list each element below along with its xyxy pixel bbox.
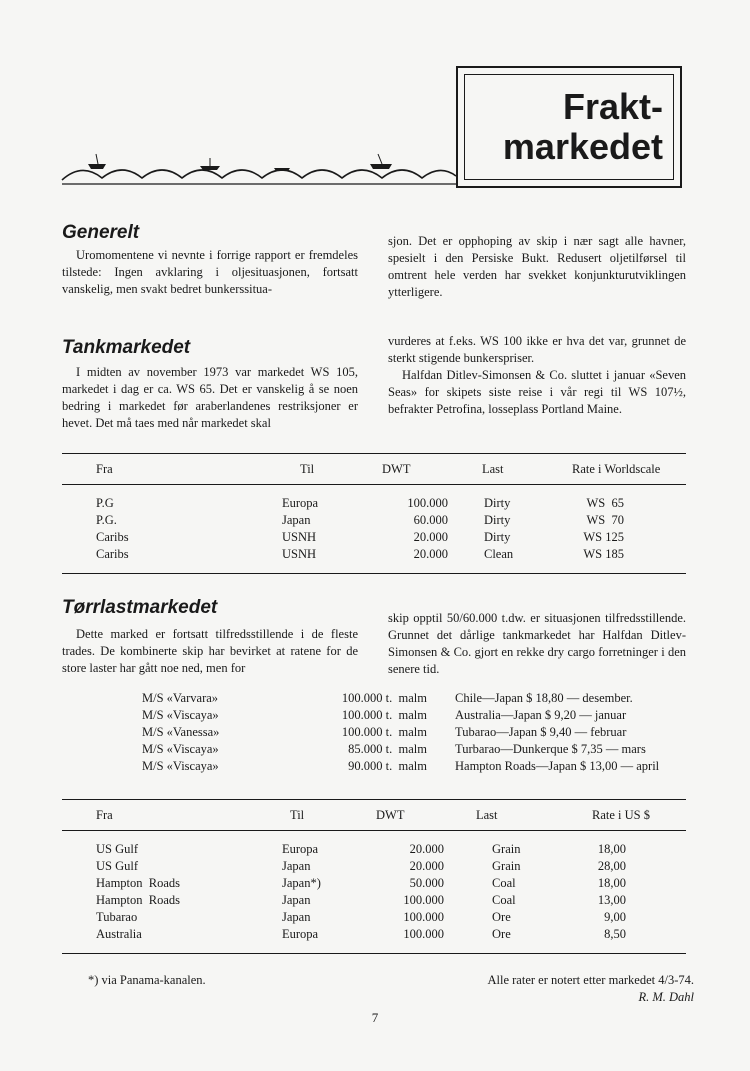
tank-cell-dwt: 20.000 [413,530,448,544]
tank-cell-last: Dirty [484,496,511,510]
tank-cell-fra: P.G [96,496,114,510]
tankmarkedet-text-right-2: Halfdan Ditlev-Simonsen & Co. sluttet i januar «Seven Seas» for skipets siste reise i vår regi til WS 107½, befrakter Petrofina, losseplass Portland Maine. [388,368,686,416]
fixture-route: Turbarao—Dunkerque $ 7,35 — mars [455,742,646,756]
list-item [142,707,687,724]
fixtures-list [142,690,687,775]
dry-header-rate: Rate i US $ [592,808,650,822]
dry-cell-last: Ore [492,910,511,924]
list-item [142,758,687,775]
dry-cell-til: Japan [282,893,311,907]
fixture-route: Chile—Japan $ 18,80 — desember. [455,691,633,705]
fixture-route: Australia—Japan $ 9,20 — januar [455,708,627,722]
title-box [456,66,682,188]
dry-cell-fra: Tubarao [96,910,138,924]
table-row [62,512,686,529]
author: R. M. Dahl [638,990,694,1004]
dry-cell-rate: 13,00 [597,893,626,907]
dry-cell-til: Japan [282,859,311,873]
dry-header-til: Til [290,808,305,822]
dry-cell-rate: 28,00 [597,859,626,873]
fixture-ship: M/S «Viscaya» [142,708,219,722]
title-inner-frame [464,74,674,180]
torrlast-text-left: Dette marked er fortsatt tilfredsstillende i de fleste trades. De kombinerte skip har bevirket at ratene for de store laster har gått noe ned, men for [62,627,358,675]
fixture-ship: M/S «Varvara» [142,691,219,705]
tank-table-top-rule [62,453,686,454]
tank-table [62,495,686,563]
tank-cell-til: USNH [282,530,317,544]
tank-cell-til: Europa [282,496,319,510]
fixture-cargo: 85.000 t. malm [348,742,427,756]
dry-cell-last: Grain [492,842,521,856]
dry-table-mid-rule [62,830,686,831]
dry-cell-rate: 8,50 [604,927,626,941]
dry-cell-til: Japan [282,910,311,924]
fixture-cargo: 100.000 t. malm [341,691,427,705]
dry-table-bottom-rule [62,953,686,954]
dry-cell-dwt: 20.000 [409,859,444,873]
tank-header-fra: Fra [96,462,113,476]
rates-note: Alle rater er notert etter markedet 4/3-74. [487,973,694,987]
table-row [62,909,686,926]
table-row [62,926,686,943]
fixture-ship: M/S «Viscaya» [142,759,219,773]
dry-cell-fra: Hampton Roads [96,893,181,907]
dry-header-last: Last [476,808,498,822]
wave-illustration [60,150,460,188]
fixture-route: Hampton Roads—Japan $ 13,00 — april [455,759,660,773]
dry-cell-rate: 9,00 [604,910,626,924]
list-item [142,741,687,758]
fixture-ship: M/S «Vanessa» [142,725,220,739]
dry-cell-dwt: 50.000 [409,876,444,890]
heading-generelt: Generelt [62,222,140,243]
heading-torrlastmarkedet: Tørrlastmarkedet [62,597,218,618]
tank-cell-fra: Caribs [96,530,129,544]
dry-cell-last: Ore [492,927,511,941]
tank-cell-til: USNH [282,547,317,561]
tank-cell-fra: Caribs [96,547,129,561]
dry-cell-til: Europa [282,927,319,941]
dry-table [62,841,686,943]
dry-cell-rate: 18,00 [597,842,626,856]
table-row [62,858,686,875]
generelt-text-left: Uromomentene vi nevnte i forrige rapport er fremdeles tilstede: Ingen avklaring i oljesituasjonen, fortsatt vanskelig, men svakt bedret bunkerssitua- [62,248,358,296]
dry-cell-rate: 18,00 [597,876,626,890]
tank-header-dwt: DWT [382,462,411,476]
fixture-cargo: 100.000 t. malm [341,708,427,722]
tank-cell-dwt: 20.000 [413,547,448,561]
dry-cell-last: Grain [492,859,521,873]
tank-cell-dwt: 100.000 [407,496,448,510]
title-line-1: Frakt- [562,86,663,127]
tank-cell-last: Clean [484,547,514,561]
list-item [142,690,687,707]
table-row [62,529,686,546]
tankmarkedet-text-right-1: vurderes at f.eks. WS 100 ikke er hva det var, grunnet de sterkt stigende bunkerspriser. [388,334,686,365]
tank-cell-rate: WS 185 [583,547,624,561]
tank-cell-rate: WS 125 [583,530,624,544]
tank-table-mid-rule [62,484,686,485]
torrlast-text-right: skip opptil 50/60.000 t.dw. er situasjonen tilfredsstillende. Grunnet det dårlige tankmarkedet har Halfdan Ditlev-Simonsen & Co. gjort en rekke dry cargo forretninger i den senere tid. [388,611,686,676]
dry-cell-last: Coal [492,876,516,890]
list-item [142,724,687,741]
tank-cell-dwt: 60.000 [413,513,448,527]
tank-cell-last: Dirty [484,513,511,527]
dry-header-fra: Fra [96,808,113,822]
dry-cell-last: Coal [492,893,516,907]
tank-header-til: Til [300,462,315,476]
tank-header-rate: Rate i Worldscale [572,462,661,476]
tank-cell-til: Japan [282,513,311,527]
generelt-text-right: sjon. Det er opphoping av skip i nær sagt alle havner, spesielt i den Persiske Bukt. Redusert oljetilførsel til omtrent hele verden har svekket konjunkturutviklingen ytterligere. [388,234,686,299]
table-row [62,841,686,858]
dry-cell-fra: US Gulf [96,842,139,856]
tank-header-last: Last [482,462,504,476]
dry-cell-fra: US Gulf [96,859,139,873]
table-row [62,495,686,512]
fixture-cargo: 90.000 t. malm [348,759,427,773]
dry-header-dwt: DWT [376,808,405,822]
page-number: 7 [371,1010,379,1025]
tank-cell-rate: WS 65 [586,496,624,510]
footnote: *) via Panama-kanalen. [88,973,206,987]
table-row [62,546,686,563]
tank-cell-rate: WS 70 [586,513,624,527]
heading-tankmarkedet: Tankmarkedet [62,337,191,358]
fixture-ship: M/S «Viscaya» [142,742,219,756]
dry-cell-fra: Australia [96,927,142,941]
table-row [62,875,686,892]
tank-cell-fra: P.G. [96,513,117,527]
tankmarkedet-text-left: I midten av november 1973 var markedet WS 105, markedet i dag er ca. WS 65. Det er vanskelig å se noen bedring i markedet før araberlandenes restriksjoner er hevet. Det må taes med når markedet skal [62,365,358,430]
dry-cell-dwt: 100.000 [403,893,444,907]
fixture-cargo: 100.000 t. malm [341,725,427,739]
table-row [62,892,686,909]
tank-table-bottom-rule [62,573,686,574]
dry-table-top-rule [62,799,686,800]
fixture-route: Tubarao—Japan $ 9,40 — februar [455,725,627,739]
dry-cell-til: Europa [282,842,319,856]
dry-cell-fra: Hampton Roads [96,876,181,890]
dry-cell-dwt: 20.000 [409,842,444,856]
tank-cell-last: Dirty [484,530,511,544]
dry-cell-dwt: 100.000 [403,927,444,941]
dry-cell-til: Japan*) [282,876,321,890]
title-line-2: markedet [502,126,663,167]
dry-cell-dwt: 100.000 [403,910,444,924]
